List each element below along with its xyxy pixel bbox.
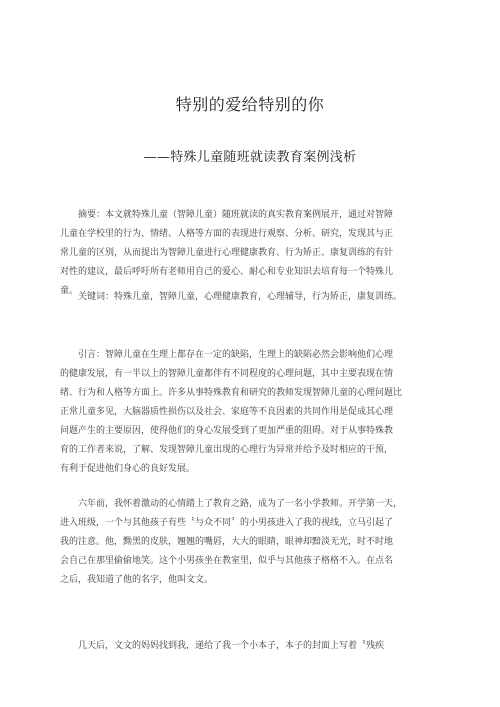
story-paragraph-2 xyxy=(60,637,438,656)
abstract-line: 常儿童的区别，从而提出为智障儿童进行心理健康教育、行为矫正、康复训练的有针 xyxy=(60,248,394,258)
abstract-line: 对性的建议，最后呼吁所有老师用自己的爱心、耐心和专业知识去培育每一个特殊儿 xyxy=(60,267,394,277)
story-line: 我的注意。他，黝黑的皮肤，翘翘的嘴唇，大大的眼睛，眼神却黯淡无光，时不时地 xyxy=(60,537,394,547)
story-line: 进入班级，一个与其他孩子有些〝与众不同〞的小男孩进入了我的视线，立马引起了 xyxy=(60,518,394,528)
intro-line: 育的工作者来说，了解、发现智障儿童出现的心理行为异常并给予及时相应的干预， xyxy=(60,445,394,455)
intro-line: 引言：智障儿童在生理上都存在一定的缺陷，生理上的缺陷必然会影响他们心理 xyxy=(78,350,394,360)
intro-line: 的健康发展，有一半以上的智障儿童都伴有不同程度的心理问题，其中主要表现在情 xyxy=(60,369,394,379)
abstract-line: 摘要：本文就特殊儿童（智障儿童）随班就读的真实教育案例展开，通过对智障 xyxy=(78,210,394,220)
abstract-paragraph xyxy=(60,206,438,301)
story-line: 几天后，文文的妈妈找到我，递给了我一个小本子，本子的封面上写着〝残疾 xyxy=(78,641,385,651)
abstract-line: 儿童在学校里的行为、情绪、人格等方面的表现进行观察、分析、研究，发现其与正 xyxy=(60,229,394,239)
intro-line: 正常儿童多见，大脑器质性损伤以及社会、家庭等不良因素的共同作用是促成其心理 xyxy=(60,407,394,417)
story-line: 六年前，我怀着激动的心情踏上了教育之路，成为了一名小学教师。开学第一天， xyxy=(78,499,403,509)
keywords-line: 关键词：特殊儿童，智障儿童，心理健康教育，心理辅导，行为矫正，康复训练。 xyxy=(78,292,403,302)
intro-line: 绪、行为和人格等方面上。许多从事特殊教育和研究的教师发现智障儿童的心理问题比 xyxy=(60,388,403,398)
story-line: 会自己在那里偷偷地笑。这个小男孩坐在教室里，似乎与其他孩子格格不入。在点名 xyxy=(60,556,394,566)
intro-line: 有利于促进他们身心的良好发展。 xyxy=(60,464,196,474)
abstract-line: 童。 xyxy=(60,286,79,296)
story-paragraph-1 xyxy=(60,495,438,590)
keywords-paragraph xyxy=(60,288,438,307)
intro-paragraph xyxy=(60,346,438,479)
page-subtitle: ——特殊儿童随班就读教育案例浅析 xyxy=(143,150,357,165)
story-line: 之后，我知道了他的名字，他叫文文。 xyxy=(60,575,214,585)
page-title: 特别的爱给特别的你 xyxy=(175,95,325,114)
intro-line: 问题产生的主要原因，使得他们的身心发展受到了更加严重的阻碍。对于从事特殊教 xyxy=(60,426,394,436)
